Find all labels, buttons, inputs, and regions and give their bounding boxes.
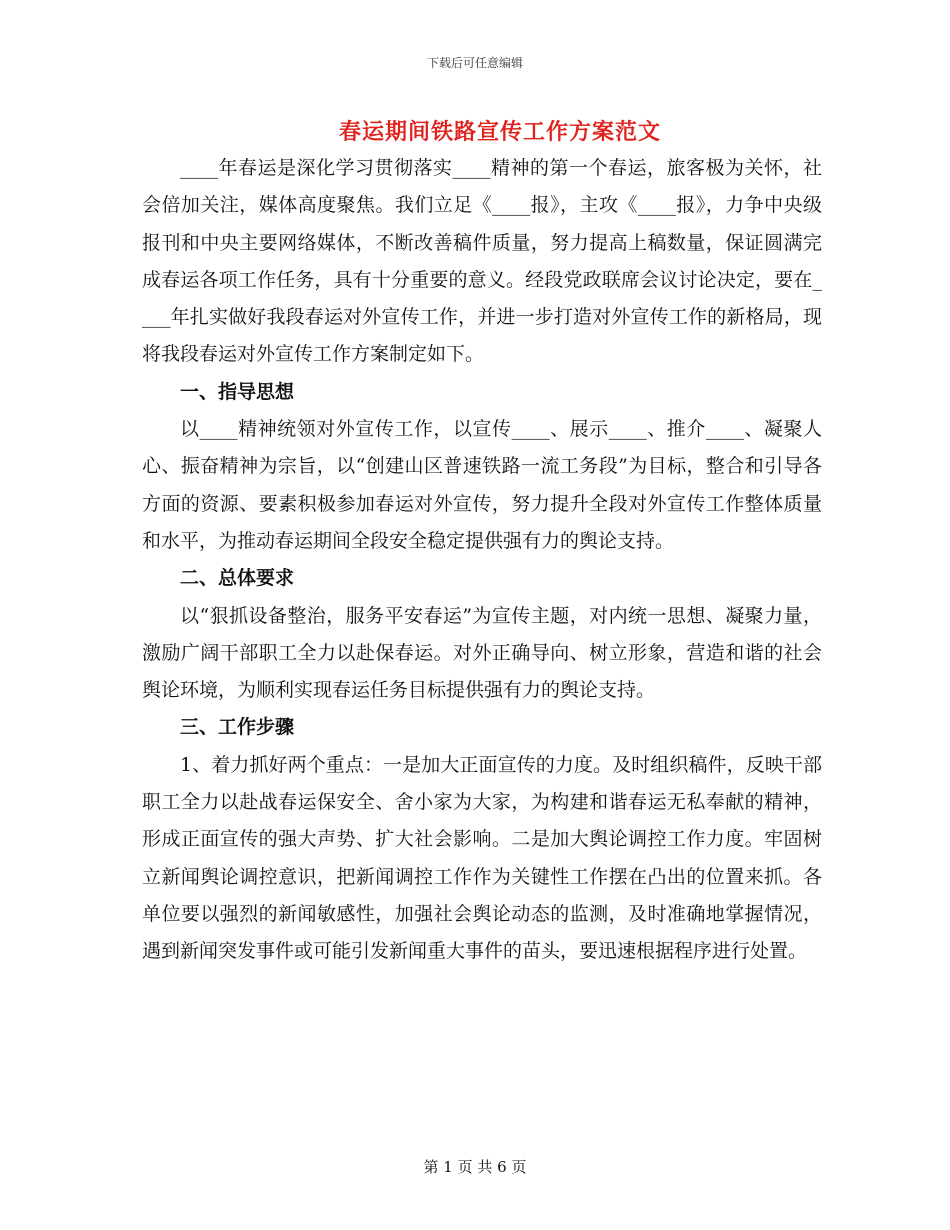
section-heading-work-steps: 三、工作步骤: [180, 716, 295, 739]
paragraph-guiding-ideology: 以____精神统领对外宣传工作，以宣传____、展示____、推介____、凝聚人心、振奋精神为宗旨，以“创建山区普速铁路一流工务段”为目标，整合和引导各方面的资源、要素积极参加春运对外宣传，努力提升全段对外宣传工作整体质量和水平，为推动春运期间全段安全稳定提供强有力的舆论支持。: [142, 418, 822, 552]
section-heading-overall-requirements: 二、总体要求: [180, 567, 295, 590]
paragraph-overall-requirements: 以“狠抓设备整治，服务平安春运”为宣传主题，对内统一思想、凝聚力量，激励广阔干部职工全力以赴保春运。对外正确导向、树立形象，营造和谐的社会舆论环境，为顺利实现春运任务目标提供强有力的舆论支持。: [142, 604, 822, 702]
paragraph-intro: ____年春运是深化学习贯彻落实____精神的第一个春运，旅客极为关怀，社会倍加关注，媒体高度聚焦。我们立足《____报》，主攻《____报》，力争中央级报刊和中央主要网络媒体，不断改善稿件质量，努力提高上稿数量，保证圆满完成春运各项工作任务，具有十分重要的意义。经段党政联席会议讨论决定，要在____年扎实做好我段春运对外宣传工作，并进一步打造对外宣传工作的新格局，现将我段春运对外宣传工作方案制定如下。: [142, 157, 822, 366]
section-heading-guiding-ideology: 一、指导思想: [180, 380, 295, 403]
header-note: 下载后可任意编辑: [426, 56, 523, 70]
document-body: [142, 150, 822, 971]
document-title: 春运期间铁路宣传工作方案范文: [338, 119, 661, 145]
paragraph-work-steps-1: 1、着力抓好两个重点：一是加大正面宣传的力度。及时组织稿件，反映干部职工全力以赴战春运保安全、舍小家为大家，为构建和谐春运无私奉献的精神，形成正面宣传的强大声势、扩大社会影响。二是加大舆论调控工作力度。牢固树立新闻舆论调控意识，把新闻调控工作作为关键性工作摆在凸出的位置来抓。各单位要以强烈的新闻敏感性，加强社会舆论动态的监测，及时准确地掌握情况，遇到新闻突发事件或可能引发新闻重大事件的苗头，要迅速根据程序进行处置。: [142, 753, 822, 963]
page-number-footer: 第 1 页 共 6 页: [423, 1158, 527, 1176]
